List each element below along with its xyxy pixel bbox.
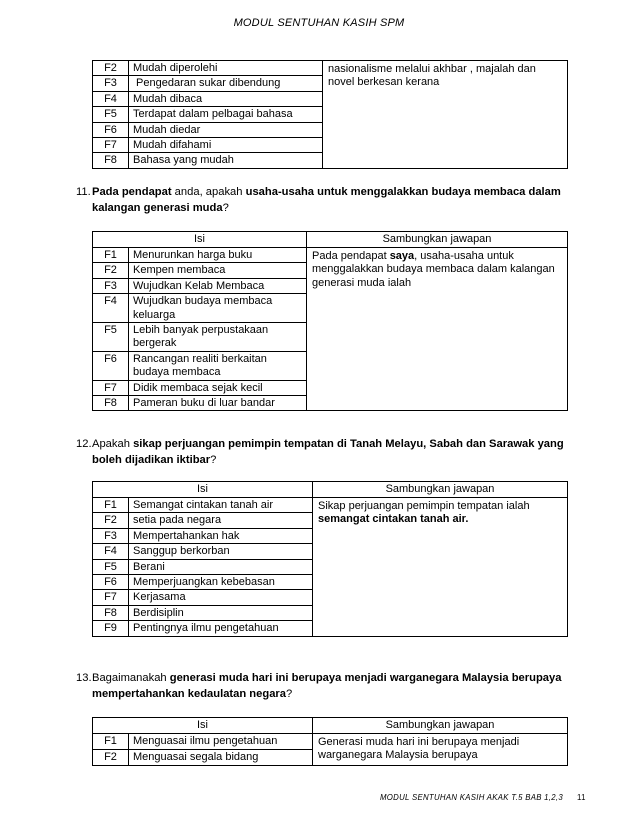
row-text: setia pada negara [129, 513, 313, 528]
table-continued [92, 60, 568, 169]
question-number: 12. [76, 438, 92, 450]
row-text: Rancangan realiti berkaitan budaya membaca [129, 351, 307, 380]
table-row [93, 734, 568, 750]
row-text: Kerjasama [129, 590, 313, 605]
row-code: F2 [93, 61, 129, 76]
row-code: F6 [93, 122, 129, 137]
page-number: 11 [577, 793, 586, 802]
answer-cell: Sikap perjuangan pemimpin tempatan ialah semangat cintakan tanah air. [313, 498, 568, 637]
row-text: Mudah diedar [129, 122, 323, 137]
row-text: Mudah diperolehi [129, 61, 323, 76]
row-code: F5 [93, 107, 129, 122]
row-code: F2 [93, 749, 129, 765]
row-code: F1 [93, 248, 129, 263]
answer-cell: Pada pendapat saya, usaha-usaha untuk menggalakkan budaya membaca dalam kalangan generasi muda ialah [307, 248, 568, 411]
row-text: Didik membaca sejak kecil [129, 380, 307, 395]
row-text: Menguasai ilmu pengetahuan [129, 734, 313, 750]
question-number: 13. [76, 672, 92, 684]
row-code: F7 [93, 380, 129, 395]
row-code: F2 [93, 263, 129, 278]
page-header: MODUL SENTUHAN KASIH SPM [233, 17, 405, 29]
row-code: F5 [93, 559, 129, 574]
answer-cell: nasionalisme melalui akhbar , majalah dan novel berkesan kerana [323, 61, 568, 169]
table-row [93, 248, 568, 263]
header-isi: Isi [93, 718, 313, 734]
header-isi: Isi [93, 232, 307, 248]
row-code: F8 [93, 153, 129, 168]
row-text: Terdapat dalam pelbagai bahasa [129, 107, 323, 122]
row-text: Kempen membaca [129, 263, 307, 278]
row-text: Pengedaran sukar dibendung [129, 76, 323, 91]
row-text: Mudah dibaca [129, 91, 323, 106]
row-code: F8 [93, 396, 129, 411]
row-text: Pentingnya ilmu pengetahuan [129, 621, 313, 636]
row-code: F7 [93, 138, 129, 153]
row-code: F3 [93, 528, 129, 543]
question-11 [76, 184, 566, 216]
question-bold: generasi muda hari ini berupaya menjadi warganegara Malaysia berupaya [169, 672, 562, 684]
table-header-row [93, 718, 568, 734]
question-bold: sikap perjuangan pemimpin tempatan di Tanah Melayu, Sabah dan Sarawak yang [133, 438, 564, 450]
question-text: ? [222, 202, 229, 214]
table-row [93, 61, 568, 76]
table-row [93, 498, 568, 513]
header-isi: Isi [93, 482, 313, 498]
row-code: F9 [93, 621, 129, 636]
row-text: Bahasa yang mudah [129, 153, 323, 168]
question-number: 11. [76, 186, 91, 198]
question-bold: usaha-usaha untuk menggalakkan budaya membaca dalam [245, 186, 561, 198]
question-bold: Pada pendapat [92, 186, 172, 198]
row-code: F2 [93, 513, 129, 528]
row-code: F3 [93, 278, 129, 293]
row-text: Lebih banyak perpustakaan bergerak [129, 323, 307, 352]
row-code: F7 [93, 590, 129, 605]
row-text: Berani [129, 559, 313, 574]
row-text: Memperjuangkan kebebasan [129, 575, 313, 590]
row-text: Berdisiplin [129, 605, 313, 620]
row-code: F4 [93, 544, 129, 559]
row-text: Wujudkan Kelab Membaca [129, 278, 307, 293]
question-bold: mempertahankan kedaulatan negara [92, 688, 286, 700]
row-text: Menurunkan harga buku [129, 248, 307, 263]
row-text: Mempertahankan hak [129, 528, 313, 543]
row-code: F6 [93, 351, 129, 380]
row-text: Mudah difahami [129, 138, 323, 153]
row-code: F1 [93, 734, 129, 750]
table-question-11 [92, 231, 568, 411]
question-bold: kalangan generasi muda [92, 202, 223, 214]
header-sambung: Sambungkan jawapan [307, 232, 568, 248]
row-text: Sanggup berkorban [129, 544, 313, 559]
question-text: anda, apakah [171, 186, 246, 198]
table-question-12 [92, 481, 568, 637]
question-12 [76, 436, 566, 468]
question-bold: boleh dijadikan iktibar [92, 454, 211, 466]
row-code: F4 [93, 91, 129, 106]
row-text: Menguasai segala bidang [129, 749, 313, 765]
answer-cell: Generasi muda hari ini berupaya menjadi warganegara Malaysia berupaya [313, 734, 568, 766]
row-code: F6 [93, 575, 129, 590]
header-sambung: Sambungkan jawapan [313, 482, 568, 498]
question-text: Bagaimanakah [92, 672, 170, 684]
question-text: ? [286, 688, 293, 700]
row-text: Semangat cintakan tanah air [129, 498, 313, 513]
row-code: F8 [93, 605, 129, 620]
table-header-row [93, 232, 568, 248]
table-question-13 [92, 717, 568, 766]
page-footer [380, 793, 600, 802]
row-code: F4 [93, 294, 129, 323]
row-text: Pameran buku di luar bandar [129, 396, 307, 411]
row-code: F3 [93, 76, 129, 91]
table-header-row [93, 482, 568, 498]
row-code: F1 [93, 498, 129, 513]
question-13 [76, 670, 566, 702]
footer-text: MODUL SENTUHAN KASIH AKAK T.5 BAB 1,2,3 [380, 793, 564, 802]
row-text: Wujudkan budaya membaca keluarga [129, 294, 307, 323]
question-text: ? [210, 454, 217, 466]
header-sambung: Sambungkan jawapan [313, 718, 568, 734]
question-text: Apakah [92, 438, 134, 450]
row-code: F5 [93, 323, 129, 352]
